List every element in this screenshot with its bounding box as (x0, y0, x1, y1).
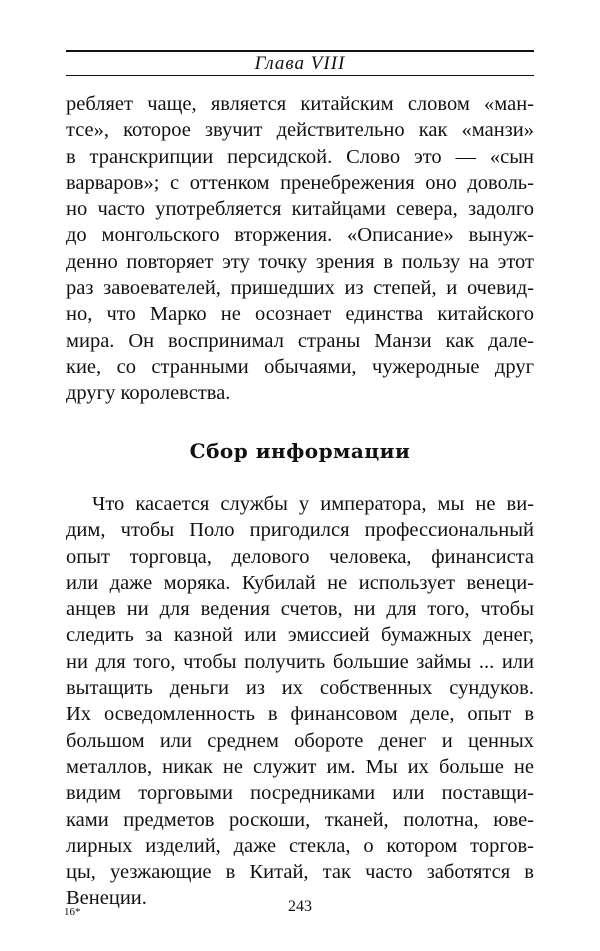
text-line: в транскрипции персидской. Слово это — «сын (66, 145, 534, 168)
page-number: 243 (288, 898, 312, 915)
paragraph-main (66, 491, 534, 912)
chapter-title: Глава VIII (254, 53, 346, 74)
text-line: цы, уезжающие в Китай, так часто заботятся в (66, 861, 534, 884)
text-line: кие, со странными обычаями, чужеродные друг (66, 355, 534, 378)
text-line: денно повторяет эту точку зрения в пользу на этот (66, 250, 534, 273)
text-line: следить за казной или эмиссией бумажных денег, (66, 624, 534, 647)
text-line: до монгольского вторжения. «Описание» вынуж- (66, 224, 534, 247)
text-line: ни для того, чтобы получить большие займы ... или (66, 650, 534, 673)
text-line: большом или среднем обороте денег и ценных (66, 729, 534, 752)
text-line: другу королевства. (66, 382, 231, 405)
section-heading: Сбор информации (189, 439, 411, 463)
running-header (66, 50, 534, 76)
text-line: но часто употребляется китайцами севера, задолго (66, 198, 534, 221)
text-line: раз завоевателей, пришедших из степей, и очевид- (66, 277, 534, 300)
text-line: Венеции. (66, 887, 147, 910)
paragraph-continued (66, 91, 534, 407)
text-line: дим, чтобы Поло пригодился профессиональный (66, 519, 534, 542)
text-line: лирных изделий, даже стекла, о котором торгов- (66, 834, 534, 857)
printer-signature: 16* (64, 906, 81, 918)
text-line: мира. Он воспринимал страны Манзи как дале- (66, 329, 534, 352)
text-line: ками предметов роскоши, тканей, полотна, юве- (66, 808, 534, 831)
text-line: но, что Марко не осознает единства китайского (66, 303, 534, 326)
text-line: вытащить деньги из их собственных сундуков. (66, 677, 534, 700)
text-line: тсе», которое звучит действительно как «манзи» (66, 119, 534, 142)
text-line: Их осведомленность в финансовом деле, опыт в (66, 703, 534, 726)
text-line: металлов, никак не служит им. Мы их больше не (66, 755, 534, 778)
text-line: опыт торговца, делового человека, финансиста (66, 545, 534, 568)
text-line: анцев ни для ведения счетов, ни для того, чтобы (66, 598, 534, 621)
text-line: или даже моряка. Кубилай не использует венеци- (66, 571, 534, 594)
text-line: видим торговыми посредниками или поставщи- (66, 782, 534, 805)
text-line: Что касается службы у императора, мы не ви- (92, 493, 534, 515)
text-line: варваров»; с оттенком пренебрежения оно доволь- (66, 171, 534, 194)
text-line: ребляет чаще, является китайским словом «ман- (66, 93, 534, 115)
